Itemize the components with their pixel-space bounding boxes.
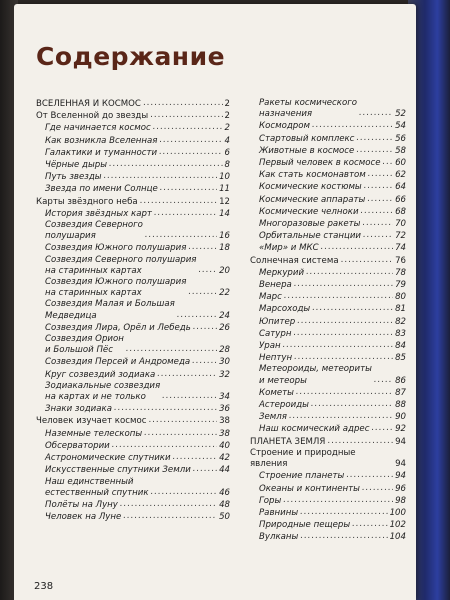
toc-entry — [36, 440, 230, 452]
toc-entry-title: Строение планеты — [259, 471, 345, 482]
toc-entry — [250, 267, 406, 279]
dot-leader — [162, 391, 217, 402]
toc-entry-title: Созвездия Южного полушария — [45, 243, 187, 254]
toc-entry-title: Знаки зодиака — [45, 404, 112, 415]
toc-entry — [36, 415, 230, 427]
dot-leader — [327, 436, 393, 447]
dot-leader — [297, 316, 393, 327]
dot-leader — [374, 375, 393, 386]
toc-entry — [250, 230, 406, 242]
toc-entry-title: История звёздных карт — [45, 208, 152, 219]
toc-entry — [36, 369, 230, 381]
toc-entry — [36, 334, 230, 356]
toc-entry — [250, 470, 406, 482]
dot-leader — [356, 133, 393, 144]
toc-entry — [250, 519, 406, 531]
dot-leader — [294, 352, 393, 363]
dot-leader — [356, 145, 393, 156]
toc-entry — [250, 364, 406, 386]
toc-entry-page: 86 — [395, 375, 406, 386]
dot-leader — [283, 495, 393, 506]
toc-entry — [250, 98, 406, 120]
toc-entry — [250, 181, 406, 193]
dot-leader — [126, 344, 217, 355]
toc-entry-title: Строение и природные явления — [250, 447, 356, 470]
toc-entry-title: Наш космический адрес — [259, 424, 370, 435]
toc-entry-page: 90 — [395, 412, 406, 423]
toc-entry-title: Ракеты космического назначения — [259, 98, 358, 120]
dot-leader — [371, 423, 393, 434]
toc-entry-title: Созвездия Орион и Большой Пёс — [45, 334, 124, 356]
dot-leader — [289, 411, 393, 422]
toc-entry — [250, 448, 406, 470]
toc-entry-page: 66 — [395, 194, 406, 205]
toc-entry-title: Вулканы — [259, 532, 299, 543]
toc-entry-page: 60 — [395, 158, 406, 169]
toc-entry-page: 36 — [219, 404, 230, 415]
toc-entry-page: 2 — [224, 99, 230, 109]
toc-entry-page: 62 — [395, 170, 406, 181]
toc-entry — [36, 511, 230, 523]
toc-entry-title: Метеороиды, метеориты и метеоры — [259, 364, 372, 386]
toc-entry-title: Орбитальные станции — [259, 231, 361, 242]
toc-entry-title: Карты звёздного неба — [36, 196, 138, 207]
toc-entry — [250, 387, 406, 399]
toc-entry-page: 92 — [395, 424, 406, 435]
dot-leader — [300, 507, 387, 518]
toc-entry-title: Уран — [259, 341, 281, 352]
toc-entry-title: Созвездия Северного полушария на старинных картах — [45, 254, 197, 276]
toc-entry-page: 98 — [395, 495, 406, 506]
dot-leader — [193, 322, 217, 333]
page-number: 238 — [34, 581, 54, 592]
toc-left-column — [36, 98, 230, 523]
dot-leader — [145, 230, 217, 241]
toc-entry — [250, 120, 406, 132]
dot-leader — [114, 403, 217, 414]
dot-leader — [364, 181, 393, 192]
toc-entry — [36, 220, 230, 242]
toc-entry — [250, 399, 406, 411]
toc-entry-title: Венера — [259, 280, 292, 291]
dot-leader — [352, 519, 387, 530]
dot-leader — [311, 399, 393, 410]
toc-entry-title: Нептун — [259, 353, 293, 364]
toc-entry-title: Кометы — [259, 387, 294, 398]
toc-entry-title: Меркурий — [259, 267, 305, 278]
toc-entry-title: Чёрные дыры — [45, 160, 108, 171]
toc-entry-title: Многоразовые ракеты — [259, 219, 361, 230]
toc-entry-page: 10 — [219, 172, 230, 183]
toc-entry-title: Океаны и континенты — [259, 483, 360, 494]
toc-entry-page: 83 — [395, 328, 406, 339]
toc-entry-title: Астероиды — [259, 400, 309, 411]
toc-entry-title: Космические челноки — [259, 206, 359, 217]
toc-entry-title: Горы — [259, 495, 282, 506]
dot-leader — [140, 196, 217, 207]
toc-entry-page: 18 — [219, 243, 230, 254]
toc-entry-page: 94 — [395, 436, 406, 447]
toc-entry-page: 87 — [395, 387, 406, 398]
toc-entry-title: «Мир» и МКС — [259, 243, 319, 254]
toc-entry-page: 74 — [395, 243, 406, 254]
toc-entry-page: 96 — [395, 483, 406, 494]
dot-leader — [294, 279, 393, 290]
dot-leader — [153, 122, 223, 133]
toc-entry-title: Галактики и туманности — [45, 147, 158, 158]
dot-leader — [363, 230, 393, 241]
toc-entry — [250, 531, 406, 543]
toc-entry-page: 84 — [395, 341, 406, 352]
dot-leader — [300, 531, 387, 542]
toc-entry — [36, 171, 230, 183]
toc-entry — [250, 194, 406, 206]
dot-leader — [159, 147, 222, 158]
dot-leader — [144, 428, 217, 439]
toc-entry-page: 6 — [224, 147, 230, 158]
dot-leader — [367, 194, 393, 205]
toc-entry-page: 76 — [395, 255, 406, 266]
toc-entry — [250, 145, 406, 157]
dot-leader — [192, 356, 217, 367]
toc-entry — [36, 277, 230, 299]
toc-entry-page: 48 — [219, 499, 230, 510]
dot-leader — [312, 120, 393, 131]
toc-entry-page: 34 — [219, 392, 230, 403]
toc-entry-page: 80 — [395, 292, 406, 303]
dot-leader — [104, 171, 217, 182]
dot-leader — [160, 183, 217, 194]
toc-entry — [36, 208, 230, 220]
dot-leader — [151, 487, 218, 498]
toc-entry-title: Где начинается космос — [45, 123, 151, 134]
toc-entry — [36, 499, 230, 511]
toc-entry-title: ВСЕЛЕННАЯ И КОСМОС — [36, 99, 141, 109]
toc-entry-title: Созвездия Персей и Андромеда — [45, 357, 191, 368]
toc-entry-title: Природные пещеры — [259, 520, 351, 531]
toc-entry-page: 24 — [219, 310, 230, 321]
dot-leader — [188, 287, 217, 298]
dot-leader — [293, 328, 393, 339]
toc-entry — [36, 255, 230, 277]
toc-entry — [36, 183, 230, 195]
toc-right-column — [250, 98, 406, 544]
dot-leader — [159, 135, 222, 146]
toc-entry-title: Космические костюмы — [259, 182, 362, 193]
toc-entry — [250, 316, 406, 328]
toc-entry-page: 104 — [389, 532, 406, 543]
toc-entry — [36, 477, 230, 499]
toc-entry-title: Сатурн — [259, 328, 292, 339]
toc-entry — [250, 279, 406, 291]
toc-entry-title: Космодром — [259, 121, 310, 132]
dot-leader — [157, 369, 217, 380]
dot-leader — [283, 340, 393, 351]
toc-entry — [250, 169, 406, 181]
toc-entry-page: 58 — [395, 145, 406, 156]
toc-entry-title: Путь звезды — [45, 172, 102, 183]
toc-entry-page: 26 — [219, 322, 230, 333]
dot-leader — [321, 242, 393, 253]
toc-entry-title: Звезда по имени Солнце — [45, 184, 158, 195]
toc-entry-title: Марс — [259, 292, 282, 303]
toc-entry-page: 100 — [389, 507, 406, 518]
toc-entry-page: 4 — [224, 135, 230, 146]
dot-leader — [341, 255, 393, 266]
dot-leader — [154, 208, 217, 219]
toc-entry — [250, 411, 406, 423]
toc-entry — [36, 122, 230, 134]
page-title: Содержание — [36, 42, 226, 71]
dot-leader — [361, 206, 394, 217]
toc-entry-title: Животные в космосе — [259, 145, 355, 156]
toc-entry — [250, 507, 406, 519]
toc-entry-title: Равнины — [259, 507, 299, 518]
toc-entry-page: 68 — [395, 206, 406, 217]
toc-entry-page: 85 — [395, 353, 406, 364]
toc-entry-page: 30 — [219, 357, 230, 368]
toc-entry-page: 40 — [219, 440, 230, 451]
toc-entry — [250, 340, 406, 352]
toc-entry-title: Стартовый комплекс — [259, 133, 355, 144]
toc-entry — [250, 436, 406, 448]
toc-entry-page: 2 — [224, 111, 230, 122]
dot-leader — [362, 483, 393, 494]
toc-entry-title: Круг созвездий зодиака — [45, 369, 156, 380]
toc-entry-title: Обсерватории — [45, 440, 110, 451]
toc-entry-page: 70 — [395, 219, 406, 230]
dot-leader — [112, 440, 217, 451]
dot-leader — [368, 169, 393, 180]
toc-entry-page: 14 — [219, 208, 230, 219]
toc-entry — [36, 464, 230, 476]
toc-entry-title: Марсоходы — [259, 304, 311, 315]
toc-entry — [250, 206, 406, 218]
toc-entry-title: Искусственные спутники Земли — [45, 465, 191, 476]
toc-entry — [36, 242, 230, 254]
toc-entry-title: Первый человек в космосе — [259, 158, 381, 169]
dot-leader — [120, 499, 217, 510]
toc-entry — [36, 196, 230, 208]
toc-entry — [250, 328, 406, 340]
toc-entry-page: 8 — [224, 160, 230, 171]
dot-leader — [188, 242, 217, 253]
toc-entry-title: Земля — [259, 412, 287, 423]
toc-entry-title: Как стать космонавтом — [259, 170, 366, 181]
dot-leader — [177, 310, 217, 321]
dot-leader — [173, 452, 217, 463]
toc-entry-title: Наземные телескопы — [45, 428, 143, 439]
toc-entry — [250, 133, 406, 145]
dot-leader — [284, 291, 393, 302]
toc-entry-page: 42 — [219, 453, 230, 464]
toc-entry-page: 81 — [395, 304, 406, 315]
toc-entry-page: 56 — [395, 133, 406, 144]
toc-entry-title: Созвездия Малая и Большая Медведица — [45, 299, 175, 321]
toc-entry-title: Как возникла Вселенная — [45, 135, 158, 146]
toc-entry-title: Астрономические спутники — [45, 453, 171, 464]
toc-entry — [36, 452, 230, 464]
toc-entry-page: 79 — [395, 280, 406, 291]
toc-entry-title: Созвездия Южного полушария на старинных картах — [45, 277, 187, 299]
toc-entry-title: Созвездия Лира, Орёл и Лебедь — [45, 322, 191, 333]
toc-entry-page: 88 — [395, 400, 406, 411]
toc-entry-page: 2 — [224, 123, 230, 134]
toc-entry-page: 38 — [219, 428, 230, 439]
toc-entry-page: 22 — [219, 288, 230, 299]
dot-leader — [193, 464, 217, 475]
toc-entry-page: 12 — [219, 196, 230, 207]
toc-entry-page: 78 — [395, 267, 406, 278]
toc-entry-page: 44 — [219, 465, 230, 476]
toc-entry-page: 46 — [219, 487, 230, 498]
toc-entry — [250, 303, 406, 315]
dot-leader — [362, 218, 393, 229]
toc-entry-page: 72 — [395, 231, 406, 242]
toc-entry — [250, 255, 406, 267]
toc-entry — [36, 159, 230, 171]
toc-entry-title: Созвездия Северного полушария — [45, 220, 143, 242]
toc-entry-title: От Вселенной до звезды — [36, 111, 149, 122]
dot-leader — [150, 110, 222, 121]
dot-leader — [109, 159, 223, 170]
toc-entry — [36, 322, 230, 334]
toc-entry-page: 16 — [219, 231, 230, 242]
toc-entry — [36, 403, 230, 415]
toc-entry-page: 38 — [219, 416, 230, 427]
toc-entry-page: 94 — [395, 471, 406, 482]
toc-entry-page: 28 — [219, 345, 230, 356]
toc-entry-page: 94 — [395, 459, 406, 470]
toc-entry — [36, 110, 230, 122]
toc-entry-page: 64 — [395, 182, 406, 193]
dot-leader — [306, 267, 393, 278]
dot-leader — [382, 157, 393, 168]
toc-entry-page: 82 — [395, 316, 406, 327]
toc-entry — [36, 147, 230, 159]
dot-leader — [148, 415, 217, 426]
toc-entry-page: 102 — [389, 520, 406, 531]
toc-entry — [250, 218, 406, 230]
toc-entry — [36, 428, 230, 440]
toc-entry-title: Человек на Луне — [45, 512, 122, 523]
toc-entry — [250, 291, 406, 303]
toc-entry — [36, 299, 230, 321]
toc-entry-title: Человек изучает космос — [36, 416, 147, 427]
toc-entry-title: Наш единственный естественный спутник — [45, 476, 149, 498]
toc-entry — [36, 135, 230, 147]
toc-entry-title: Космические аппараты — [259, 194, 366, 205]
dot-leader — [143, 98, 223, 109]
book-page — [14, 4, 416, 600]
toc-entry — [36, 381, 230, 403]
toc-entry-page: 20 — [219, 265, 230, 276]
dot-leader — [123, 511, 217, 522]
toc-entry — [36, 98, 230, 110]
toc-entry-title: Полёты на Луну — [45, 499, 118, 510]
toc-entry — [250, 242, 406, 254]
toc-entry — [250, 352, 406, 364]
toc-entry — [250, 423, 406, 435]
toc-entry-page: 52 — [395, 109, 406, 120]
dot-leader — [359, 108, 393, 119]
dot-leader — [296, 387, 393, 398]
toc-entry — [250, 157, 406, 169]
toc-entry-title: Солнечная система — [250, 255, 339, 266]
dot-leader — [312, 303, 393, 314]
dot-leader — [346, 470, 393, 481]
toc-entry — [250, 483, 406, 495]
toc-entry — [250, 495, 406, 507]
toc-entry-page: 32 — [219, 369, 230, 380]
toc-entry-title: Юпитер — [259, 316, 296, 327]
dot-leader — [198, 265, 217, 276]
toc-entry — [36, 356, 230, 368]
toc-entry-page: 11 — [219, 184, 230, 195]
toc-entry-title: ПЛАНЕТА ЗЕМЛЯ — [250, 436, 326, 447]
toc-entry-title: Зодиакальные созвездия на картах и не только — [45, 380, 161, 403]
toc-entry-page: 54 — [395, 121, 406, 132]
toc-entry-page: 50 — [219, 512, 230, 523]
